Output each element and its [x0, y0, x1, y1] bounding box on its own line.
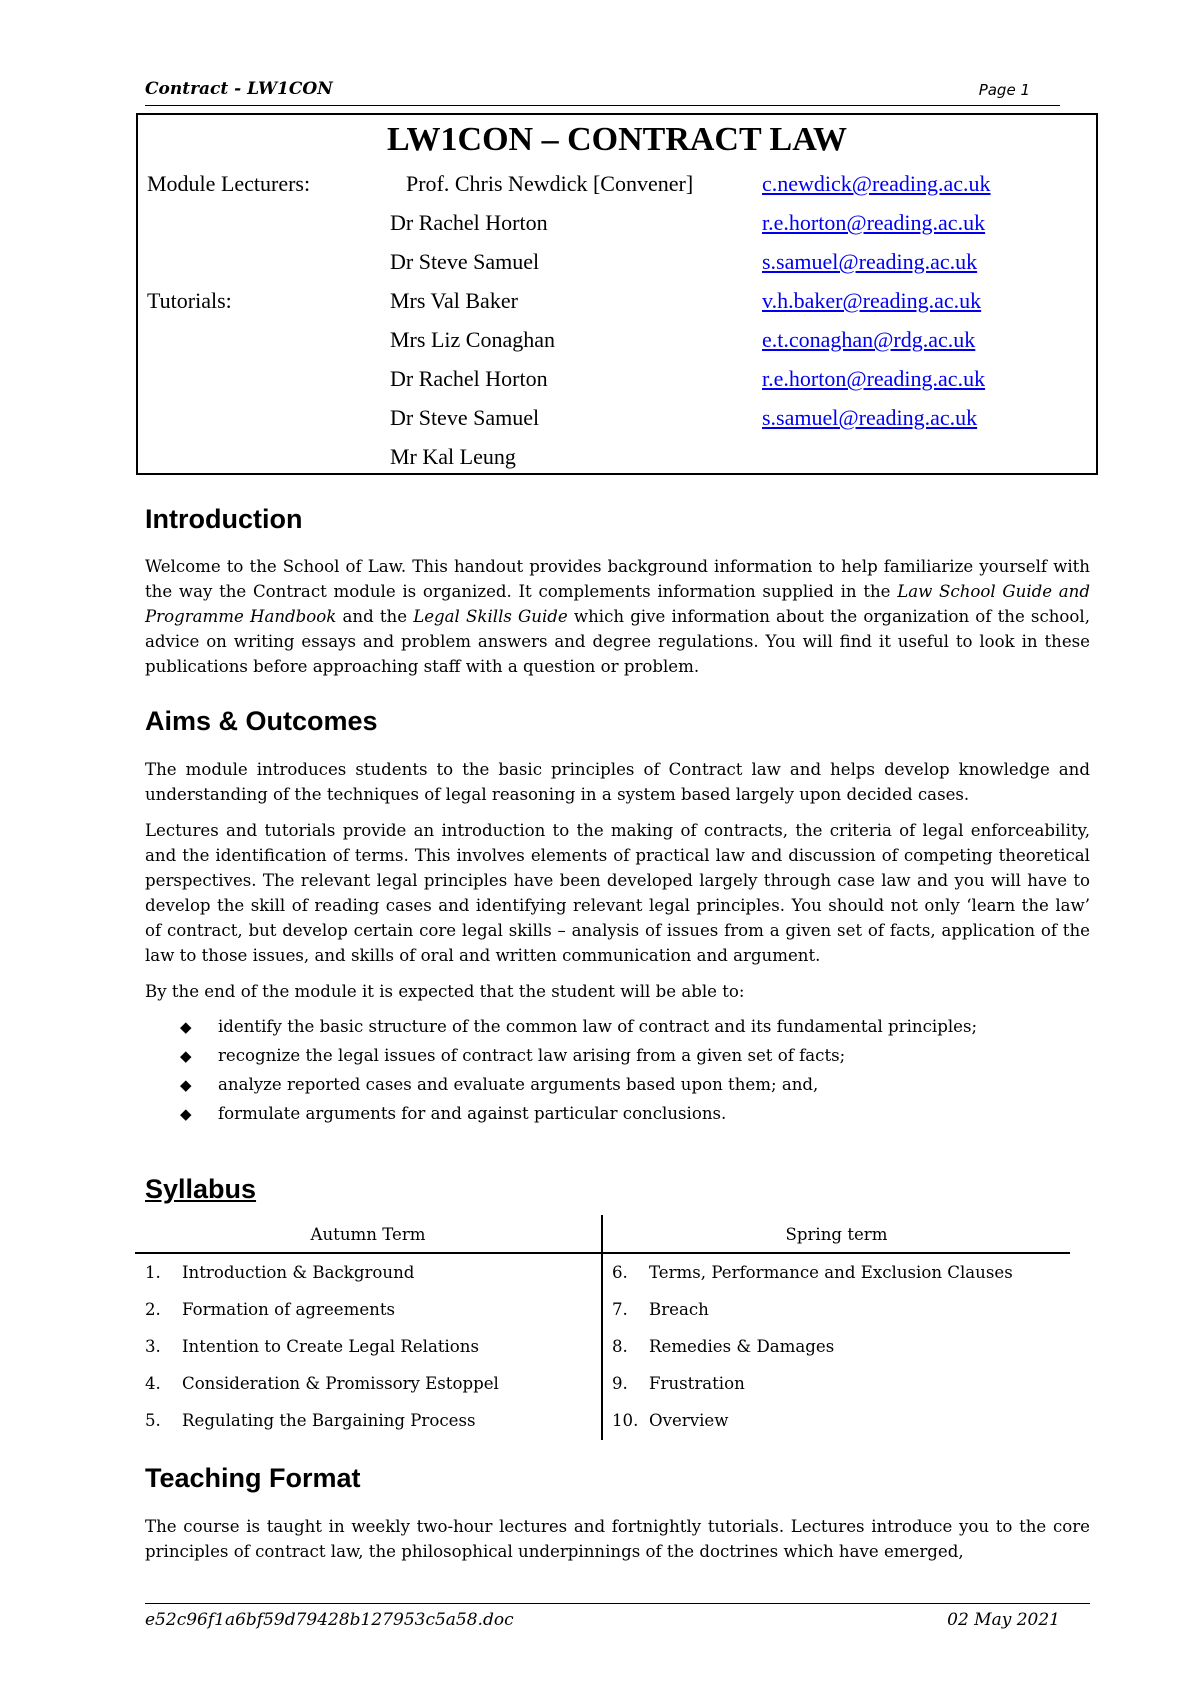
table-row: [612, 1300, 709, 1319]
page-footer: [145, 1603, 1090, 1634]
topic-number: 3.: [145, 1337, 161, 1356]
diamond-bullet-icon: ◆: [180, 1018, 192, 1036]
page-header: [145, 79, 1060, 106]
header-rule: [135, 1252, 1070, 1254]
topic-title: Formation of agreements: [182, 1300, 396, 1319]
topic-title: Remedies & Damages: [649, 1337, 835, 1356]
topic-number: 8.: [612, 1337, 628, 1356]
topic-number: 6.: [612, 1263, 628, 1282]
lecturer-email-link[interactable]: r.e.horton@reading.ac.uk: [762, 210, 986, 235]
table-row: [145, 1263, 414, 1282]
syllabus-table: [135, 1215, 1070, 1440]
tutor-email-link[interactable]: e.t.conaghan@rdg.ac.uk: [762, 327, 976, 352]
diamond-bullet-icon: ◆: [180, 1076, 192, 1094]
topic-number: 9.: [612, 1374, 628, 1393]
intro-text: and the: [336, 607, 414, 626]
topic-number: 10.: [612, 1411, 639, 1430]
topic-number: 4.: [145, 1374, 161, 1393]
aims-paragraph-1: The module introduces students to the basic principles of Contract law and helps develop knowledge and understanding of the techniques of legal reasoning in a system based largely upon decided cases.: [145, 760, 1090, 804]
topic-title: Introduction & Background: [182, 1263, 415, 1282]
spring-term-header: Spring term: [785, 1225, 888, 1244]
list-item: [180, 1017, 977, 1046]
diamond-bullet-icon: ◆: [180, 1105, 192, 1123]
list-item: [180, 1104, 977, 1133]
table-row: [612, 1337, 834, 1356]
table-row: [612, 1263, 1013, 1282]
module-info-box: [136, 113, 1098, 475]
teaching-format-paragraph: The course is taught in weekly two-hour lectures and fortnightly tutorials. Lectures introduce you to the core principles of contract law, the philosophical underpinnings of the doctrines which have emerged,: [145, 1517, 1090, 1561]
intro-text: Welcome to the School of Law. This handout provides background information to help familiarize yourself with the way the Contract module is organized. It complements information supplied in the: [145, 557, 1090, 601]
table-row: [612, 1411, 728, 1430]
topic-number: 7.: [612, 1300, 628, 1319]
diamond-bullet-icon: ◆: [180, 1047, 192, 1065]
introduction-paragraph: [145, 554, 1090, 679]
table-row: [145, 1374, 499, 1393]
list-item: [180, 1075, 977, 1104]
tutor-name: Dr Steve Samuel: [390, 405, 540, 430]
tutor-email-link[interactable]: s.samuel@reading.ac.uk: [762, 405, 978, 430]
intro-law-school-guide-title: Law School Guide and Programme Handbook: [145, 582, 1090, 626]
header-page-number: Page 1: [978, 81, 1030, 99]
list-item-text: analyze reported cases and evaluate arguments based upon them; and,: [218, 1075, 819, 1094]
introduction-heading: Introduction: [145, 504, 303, 534]
lecturer-name: Prof. Chris Newdick [Convener]: [406, 171, 694, 196]
tutor-name: Mrs Val Baker: [390, 288, 518, 313]
aims-paragraph-2: Lectures and tutorials provide an introduction to the making of contracts, the criteria of legal enforceability, and the identification of terms. This involves elements of practical law and discussion of competing theoretical perspectives. The relevant legal principles have been developed largely through case law and you will have to develop the skill of reading cases and identifying relevant legal principles. You should not only ‘learn the law’ of contract, but develop certain core legal skills – analysis of issues from a given set of facts, application of the law to those issues, and skills of oral and written communication and argument.: [145, 821, 1090, 965]
list-item-text: identify the basic structure of the common law of contract and its fundamental principles;: [218, 1017, 978, 1036]
outcomes-list: [180, 1017, 977, 1133]
syllabus-heading: Syllabus: [145, 1174, 257, 1204]
list-item: [180, 1046, 977, 1075]
lecturer-email-link[interactable]: c.newdick@reading.ac.uk: [762, 171, 991, 196]
topic-title: Frustration: [649, 1374, 745, 1393]
list-item-text: recognize the legal issues of contract law arising from a given set of facts;: [218, 1046, 846, 1065]
aims-paragraph-3: By the end of the module it is expected that the student will be able to:: [145, 982, 745, 1001]
header-module-code: Contract - LW1CON: [145, 79, 333, 99]
table-row: [145, 1411, 476, 1430]
topic-title: Breach: [649, 1300, 709, 1319]
topic-title: Consideration & Promissory Estoppel: [182, 1374, 499, 1393]
tutorials-label: Tutorials:: [147, 288, 232, 313]
topic-number: 5.: [145, 1411, 161, 1430]
column-divider: [601, 1215, 603, 1440]
aims-heading: Aims & Outcomes: [145, 706, 378, 736]
table-row: [612, 1374, 745, 1393]
teaching-format-heading: Teaching Format: [145, 1463, 361, 1493]
topic-title: Regulating the Bargaining Process: [182, 1411, 476, 1430]
topic-title: Terms, Performance and Exclusion Clauses: [649, 1263, 1013, 1282]
intro-legal-skills-guide-title: Legal Skills Guide: [413, 607, 568, 626]
footer-filename: e52c96f1a6bf59d79428b127953c5a58.doc: [145, 1610, 514, 1630]
lecturer-name: Dr Steve Samuel: [390, 249, 540, 274]
autumn-term-header: Autumn Term: [310, 1225, 426, 1244]
module-title: LW1CON – CONTRACT LAW: [386, 121, 848, 158]
topic-number: 2.: [145, 1300, 161, 1319]
lecturer-name: Dr Rachel Horton: [390, 210, 548, 235]
list-item-text: formulate arguments for and against particular conclusions.: [218, 1104, 727, 1123]
topic-number: 1.: [145, 1263, 161, 1282]
table-row: [145, 1337, 479, 1356]
footer-date: 02 May 2021: [947, 1610, 1060, 1630]
topic-title: Overview: [649, 1411, 729, 1430]
lecturer-email-link[interactable]: s.samuel@reading.ac.uk: [762, 249, 978, 274]
intro-text: which give information about the organization of the school, advice on writing essays and problem answers and degree regulations. You will find it useful to look in these publications before approaching staff with a question or problem.: [145, 607, 1090, 676]
tutor-name: Mrs Liz Conaghan: [390, 327, 555, 352]
tutor-email-link[interactable]: r.e.horton@reading.ac.uk: [762, 366, 986, 391]
module-lecturers-label: Module Lecturers:: [147, 171, 311, 196]
tutor-name: Dr Rachel Horton: [390, 366, 548, 391]
topic-title: Intention to Create Legal Relations: [182, 1337, 480, 1356]
table-row: [145, 1300, 395, 1319]
tutor-email-link[interactable]: v.h.baker@reading.ac.uk: [762, 288, 982, 313]
tutor-name: Mr Kal Leung: [390, 444, 516, 469]
